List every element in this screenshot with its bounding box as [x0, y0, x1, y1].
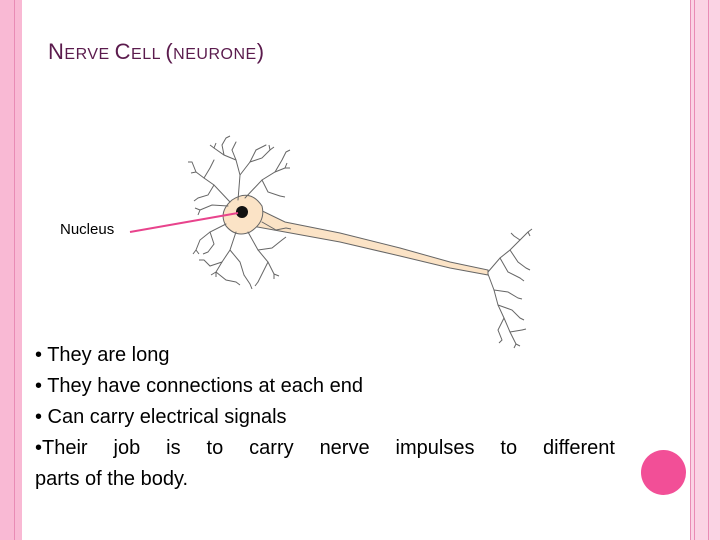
- word: carry: [249, 437, 294, 459]
- bullet-item-justified: [35, 433, 615, 464]
- word: impulses: [395, 437, 475, 459]
- title-part: ELL: [131, 46, 166, 63]
- nucleus: [236, 206, 248, 218]
- title-part: ERVE: [64, 46, 115, 63]
- word: to: [500, 437, 518, 459]
- axon: [250, 205, 488, 275]
- word: •Their: [35, 437, 88, 459]
- title-part: NEURONE: [173, 46, 257, 63]
- word: to: [206, 437, 224, 459]
- word: nerve: [319, 437, 370, 459]
- title-part: N: [48, 39, 65, 64]
- title-part: C: [114, 39, 132, 64]
- bullet-item: • They are long: [35, 344, 170, 366]
- nucleus-label: Nucleus: [60, 221, 115, 238]
- nucleus-label-line: [130, 213, 238, 232]
- bullet-item-continuation: parts of the body.: [35, 468, 189, 490]
- decorative-circle: [641, 450, 686, 495]
- word: job: [113, 437, 141, 459]
- title-part: ): [256, 39, 265, 64]
- word: is: [166, 437, 181, 459]
- cell-body: [223, 195, 488, 275]
- bullet-item: • They have connections at each end: [35, 375, 363, 397]
- word: different: [543, 437, 615, 459]
- title-part: (: [165, 39, 174, 64]
- bullet-list: [35, 340, 615, 495]
- bullet-item: • Can carry electrical signals: [35, 406, 287, 428]
